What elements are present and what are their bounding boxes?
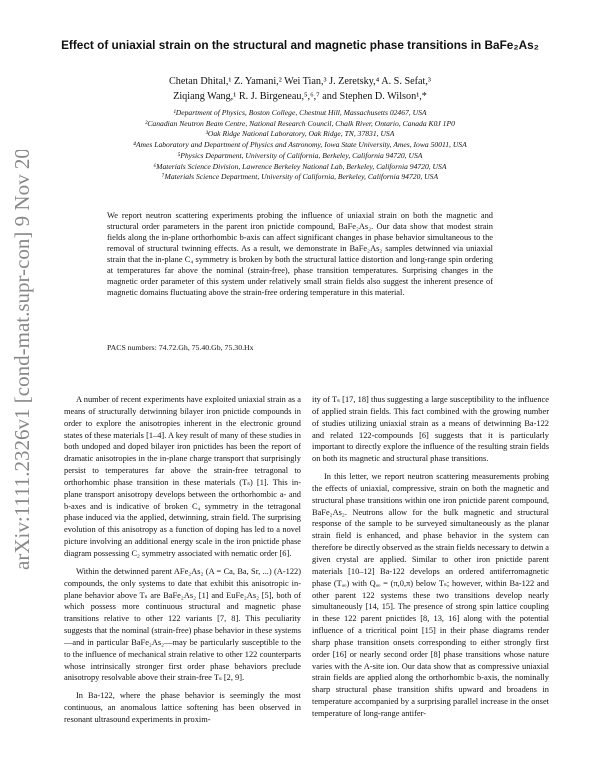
author-line-2: Ziqiang Wang,¹ R. J. Birgeneau,⁵,⁶,⁷ and Stephen D. Wilson¹,*	[173, 91, 427, 102]
paragraph: In this letter, we report neutron scattering measurements probing the effects of uniaxial, compressive, strain on both the magnetic and structural phase transitions within one iron pnictide parent compound, BaFe₂As₂. Neutrons allow for the bulk magnetic and structural response of the sample to be surveyed simultaneously as the planar strain field is enhanced, and phase behavior in the system can therefore be directly observed as the strain fields necessary to detwin a given crystal are applied. Similar to other iron pnictide parent materials [10–12] Ba-122 develops an ordered antiferromagnetic phase (Tₐₒ) with Qₐₒ = (π,0,π) below Tₛ; however, within Ba-122 and other parent 122 systems these two transitions develop nearly simultaneously [14, 15]. The presence of strong spin lattice coupling in these 122 parent pnictides [8, 13, 16] along with the potential influence of a tricritical point [15] in their phase diagrams render sharp phase transition onsets corresponding to either strongly first order [16] or nearly second order [8] phase transitions whose nature varies with the A-site ion. Our data show that as compressive uniaxial strain fields are applied along the orthorhombic b-axis, the nominally sharp structural phase transition shifts upward and broadens in temperature accompanied by a surprising parallel increase in the onset temperature of long-range antifer-	[312, 472, 549, 718]
abstract: We report neutron scattering experiments probing the influence of uniaxial strain on both the magnetic and structural order parameters in the parent iron pnictide compound, BaFe₂As₂. Our data show that modest strain fields along the in-plane orthorhombic b-axis can affect significant changes in phase behavior simultaneous to the removal of structural twinning effects. As a result, we demonstrate in BaFe₂As₂ samples detwinned via uniaxial strain that the in-plane C₄ symmetry is broken by both the structural lattice distortion and long-range spin ordering at temperatures far above the nominal (strain-free), phase transition temperatures. Surprising changes in the magnetic order parameter of this system under relatively small strain fields also suggest the inherent presence of magnetic domains fluctuating above the strain-free ordering temperature in this material.	[107, 211, 493, 297]
author-line-1: Chetan Dhital,¹ Z. Yamani,² Wei Tian,³ J. Zeretsky,⁴ A. S. Sefat,³	[169, 76, 431, 87]
affiliation-4: ⁴Ames Laboratory and Department of Physics and Astronomy, Iowa State University, Ames, Iowa 50011, USA	[133, 140, 467, 150]
affiliation-5: ⁵Physics Department, University of California, Berkeley, California 94720, USA	[177, 150, 423, 160]
affiliation-list	[60, 108, 540, 183]
affiliation-2: ²Canadian Neutron Beam Centre, National Research Council, Chalk River, Ontario, Canada K0J 1P0	[145, 118, 455, 128]
affiliation-3: ³Oak Ridge National Laboratory, Oak Ridge, TN, 37831, USA	[205, 129, 395, 139]
right-column	[312, 394, 549, 726]
paragraph: In Ba-122, where the phase behavior is seemingly the most continuous, an anomalous lattice softening has been observed in resonant ultrasound experiments in proxim-	[64, 691, 301, 724]
affiliation-7: ⁷Materials Science Department, University of California, Berkeley, California 94720, USA	[161, 172, 439, 182]
pacs-numbers: PACS numbers: 74.72.Gh, 75.40.Gb, 75.30.Hx	[107, 343, 254, 352]
arxiv-identifier	[6, 150, 36, 570]
affiliation-6: ⁶Materials Science Division, Lawrence Berkeley National Lab, Berkeley, California 94720, USA	[153, 161, 447, 171]
left-column	[64, 394, 301, 732]
author-list	[60, 74, 540, 104]
affiliation-1: ¹Department of Physics, Boston College, Chestnut Hill, Massachusetts 02467, USA	[173, 108, 427, 117]
paragraph: Within the detwinned parent AFe₂As₂ (A = Ca, Ba, Sr, ...) (A-122) compounds, the only systems to date that exhibit this anisotropic in-plane behavior above Tₛ are BaFe₂As₂ [1] and EuFe₂As₂ [5], both of which possess more continuous structural and magnetic phase transitions relative to other 122 variants [7, 8]. This peculiarity suggests that the nominal (strain-free) phase behavior in these systems—and in particular BaFe₂As₂—may be particularly susceptible to the to the influence of mechanical strain relative to other 122 counterparts whose intrinsically stronger first order phase behaviors preclude anisotropy resolvable above their strain-free Tₛ [2, 9].	[64, 566, 301, 683]
paper-title: Effect of uniaxial strain on the structural and magnetic phase transitions in BaFe₂As₂	[61, 38, 539, 52]
arxiv-id-text: arXiv:1111.2326v1 [cond-mat.supr-con] 9 Nov 2011	[10, 150, 34, 570]
paragraph: ity of Tₛ [17, 18] thus suggesting a large susceptibility to the influence of applied strain fields. This fact combined with the growing number of studies utilizing uniaxial strain as a means of detwinning Ba-122 and related 122-compounds [6] suggests that it is particularly important to directly explore the influence of the resulting strain fields on both its magnetic and structural phase transitions.	[312, 395, 549, 464]
paragraph: A number of recent experiments have exploited uniaxial strain as a means of structurally detwinning bilayer iron pnictide compounds in order to explore the anisotropies inherent in the electronic ground states of these materials [1–4]. A key result of many of these studies in both undoped and doped bilayer iron pnictides has been the report of dramatic anisotropies in the in-plane charge transport that surprisingly persist to temperatures far above the strain-free tetragonal to orthorhombic phase transition in these materials (Tₛ) [1]. This in-plane transport anisotropy develops between the orthorhombic a- and b-axes and is indicative of broken C₄ symmetry in the tetragonal phase induced via the applied, detwinning, strain field. The surprising evolution of this anisotropy as a function of doping has led to a novel picture involving an additional energy scale in the iron pnictide phase diagram possessing C₂ symmetry associated with nematic order [6].	[64, 395, 301, 558]
